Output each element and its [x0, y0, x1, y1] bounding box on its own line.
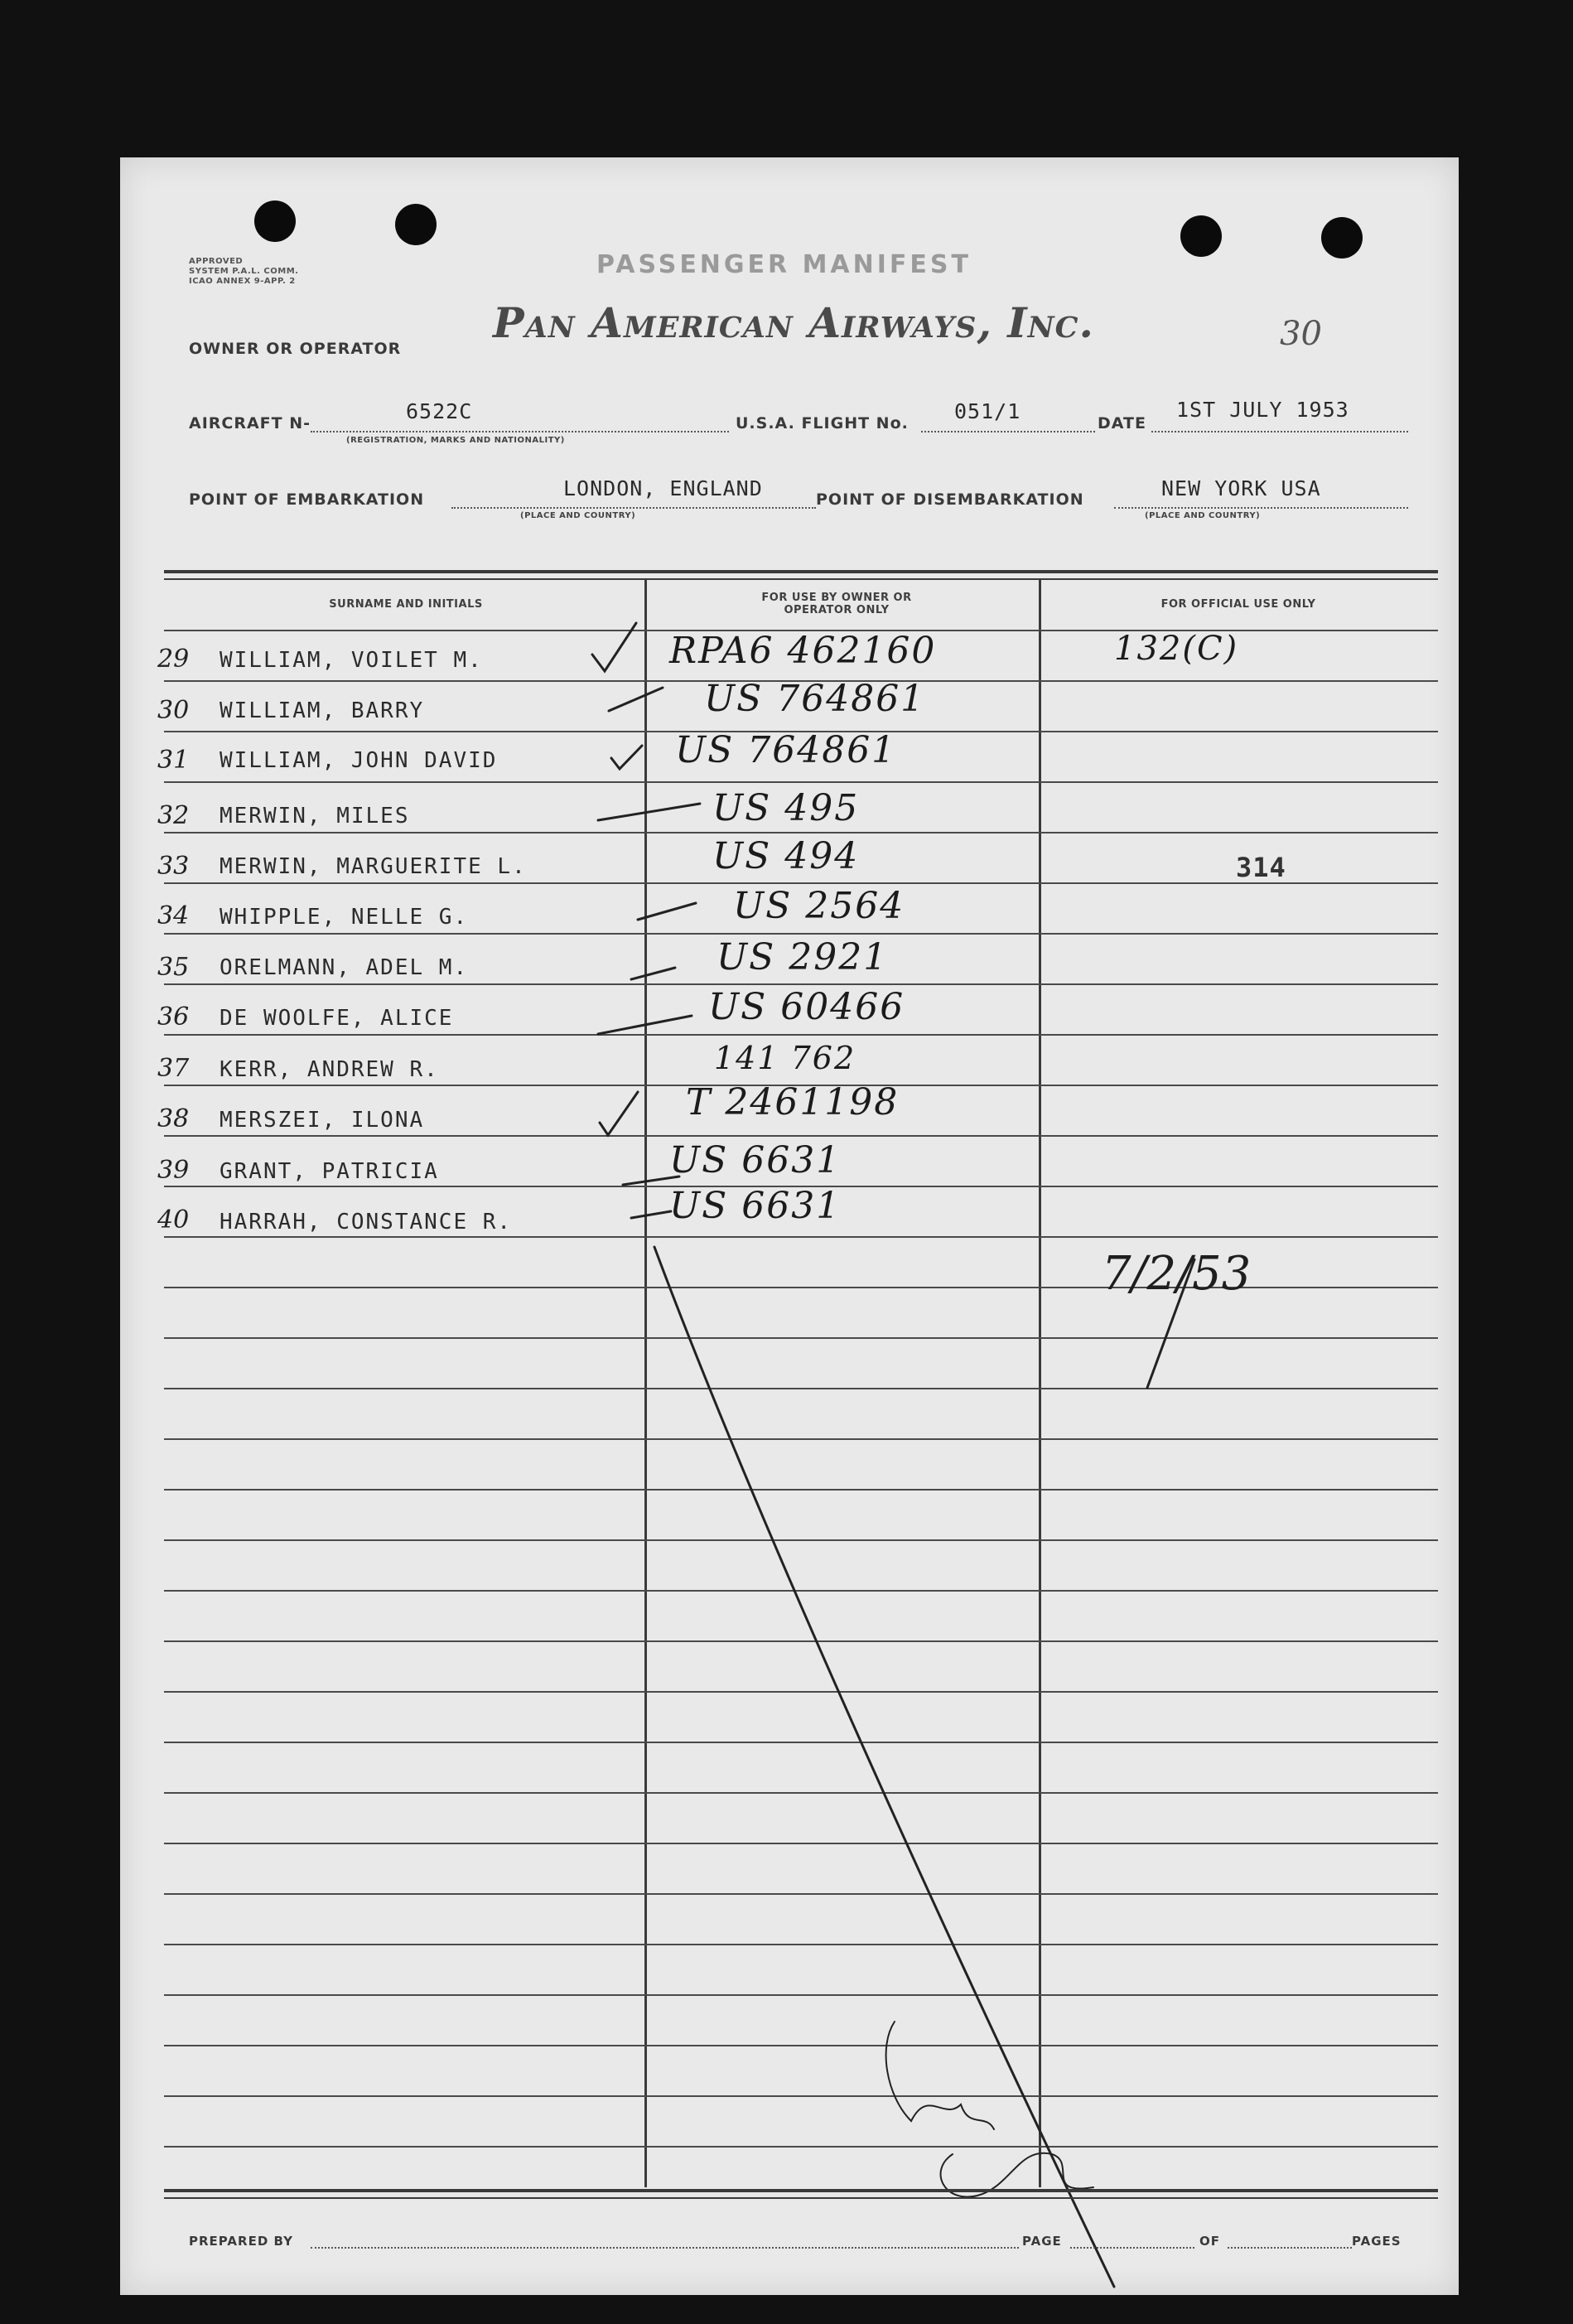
row-number: 36 — [157, 1003, 190, 1032]
row-number: 33 — [157, 852, 190, 881]
prepared-by-line — [311, 2247, 1019, 2249]
aircraft-label: AIRCRAFT N- — [189, 414, 311, 432]
row-number: 38 — [157, 1104, 190, 1133]
disembarkation-value: NEW YORK USA — [1161, 476, 1321, 500]
approval-line: APPROVED — [189, 257, 244, 266]
surname-column-header: SURNAME AND INITIALS — [329, 598, 483, 611]
passenger-name: MERWIN, MARGUERITE L. — [220, 854, 527, 879]
document-number: US 60466 — [708, 986, 905, 1028]
official-note: 132(C) — [1114, 630, 1239, 668]
document-number: RPA6 462160 — [669, 630, 937, 672]
row-number: 35 — [157, 953, 190, 982]
row-number: 29 — [157, 645, 190, 674]
document-number: US 764861 — [675, 729, 897, 771]
approval-line: SYSTEM P.A.L. COMM. — [189, 267, 299, 276]
passenger-name: WILLIAM, BARRY — [220, 698, 425, 723]
row-number: 30 — [157, 696, 190, 725]
flight-value: 051/1 — [954, 399, 1021, 423]
document-number: 141 762 — [714, 1040, 856, 1076]
of-field-line — [1228, 2247, 1352, 2249]
passenger-name: WILLIAM, JOHN DAVID — [220, 748, 498, 773]
passenger-name: WILLIAM, VOILET M. — [220, 648, 483, 673]
passenger-name: HARRAH, CONSTANCE R. — [220, 1210, 513, 1234]
document-number: US 495 — [712, 787, 860, 829]
owner-use-column-header: FOR USE BY OWNER OR OPERATOR ONLY — [761, 592, 912, 616]
check-mark — [600, 1092, 638, 1135]
embarkation-sub-label: (PLACE AND COUNTRY) — [520, 511, 636, 520]
date-annotation: 7/2/53 — [1102, 1247, 1252, 1301]
aircraft-sub-label: (REGISTRATION, MARKS AND NATIONALITY) — [346, 436, 565, 445]
cross-out-line — [654, 1247, 1114, 2287]
owner-operator-label: OWNER OR OPERATOR — [189, 340, 402, 358]
dash-mark — [609, 688, 663, 711]
dash-mark — [631, 1211, 671, 1218]
row-number: 37 — [157, 1054, 190, 1083]
document-number: T 2461198 — [686, 1081, 900, 1123]
official-note: 314 — [1236, 852, 1286, 883]
check-mark — [611, 746, 642, 769]
dash-mark — [638, 903, 696, 920]
aircraft-value: 6522C — [406, 399, 473, 423]
passenger-name: GRANT, PATRICIA — [220, 1159, 439, 1184]
row-number: 32 — [157, 801, 190, 830]
dash-mark — [598, 1016, 692, 1034]
row-number: 31 — [157, 746, 190, 775]
official-use-column-header: FOR OFFICIAL USE ONLY — [1160, 598, 1316, 611]
approval-line: ICAO ANNEX 9-APP. 2 — [189, 277, 296, 286]
passenger-name: MERWIN, MILES — [220, 804, 410, 829]
pages-label: PAGES — [1352, 2234, 1402, 2249]
dash-mark — [631, 968, 675, 979]
document-number: US 6631 — [669, 1185, 842, 1227]
date-label: DATE — [1098, 414, 1146, 432]
dash-mark — [623, 1176, 679, 1185]
passenger-name: KERR, ANDREW R. — [220, 1057, 439, 1082]
prepared-by-label: PREPARED BY — [189, 2234, 293, 2249]
table-bottom-rule-thin — [164, 2197, 1438, 2199]
embarkation-label: POINT OF EMBARKATION — [189, 490, 425, 509]
document-number: US 764861 — [704, 678, 926, 720]
passenger-name: WHIPPLE, NELLE G. — [220, 905, 469, 930]
document-number: US 2921 — [717, 936, 889, 978]
check-mark — [592, 623, 636, 671]
date-value: 1ST JULY 1953 — [1176, 398, 1349, 422]
disembarkation-label: POINT OF DISEMBARKATION — [816, 490, 1084, 509]
row-number: 34 — [157, 901, 190, 930]
flight-label: U.S.A. FLIGHT No. — [736, 414, 909, 432]
passenger-name: DE WOOLFE, ALICE — [220, 1006, 454, 1031]
of-label: OF — [1199, 2234, 1220, 2249]
embarkation-value: LONDON, ENGLAND — [563, 476, 763, 500]
disembarkation-sub-label: (PLACE AND COUNTRY) — [1145, 511, 1261, 520]
signature-scribble — [886, 2022, 994, 2129]
table-bottom-rule — [164, 2189, 1438, 2192]
dash-mark — [598, 804, 700, 820]
document-number: US 6631 — [669, 1139, 842, 1181]
row-number: 40 — [157, 1205, 190, 1234]
company-name: Pan American Airways, Inc. — [493, 298, 1094, 347]
row-number: 39 — [157, 1156, 190, 1185]
passenger-name: ORELMANN, ADEL M. — [220, 955, 469, 980]
passenger-name: MERSZEI, ILONA — [220, 1108, 425, 1133]
page-field-line — [1070, 2247, 1194, 2249]
document-number: US 2564 — [733, 885, 905, 927]
form-title: PASSENGER MANIFEST — [596, 250, 972, 279]
page-label: PAGE — [1022, 2234, 1062, 2249]
page-mark: 30 — [1280, 315, 1322, 353]
document-number: US 494 — [712, 835, 860, 877]
